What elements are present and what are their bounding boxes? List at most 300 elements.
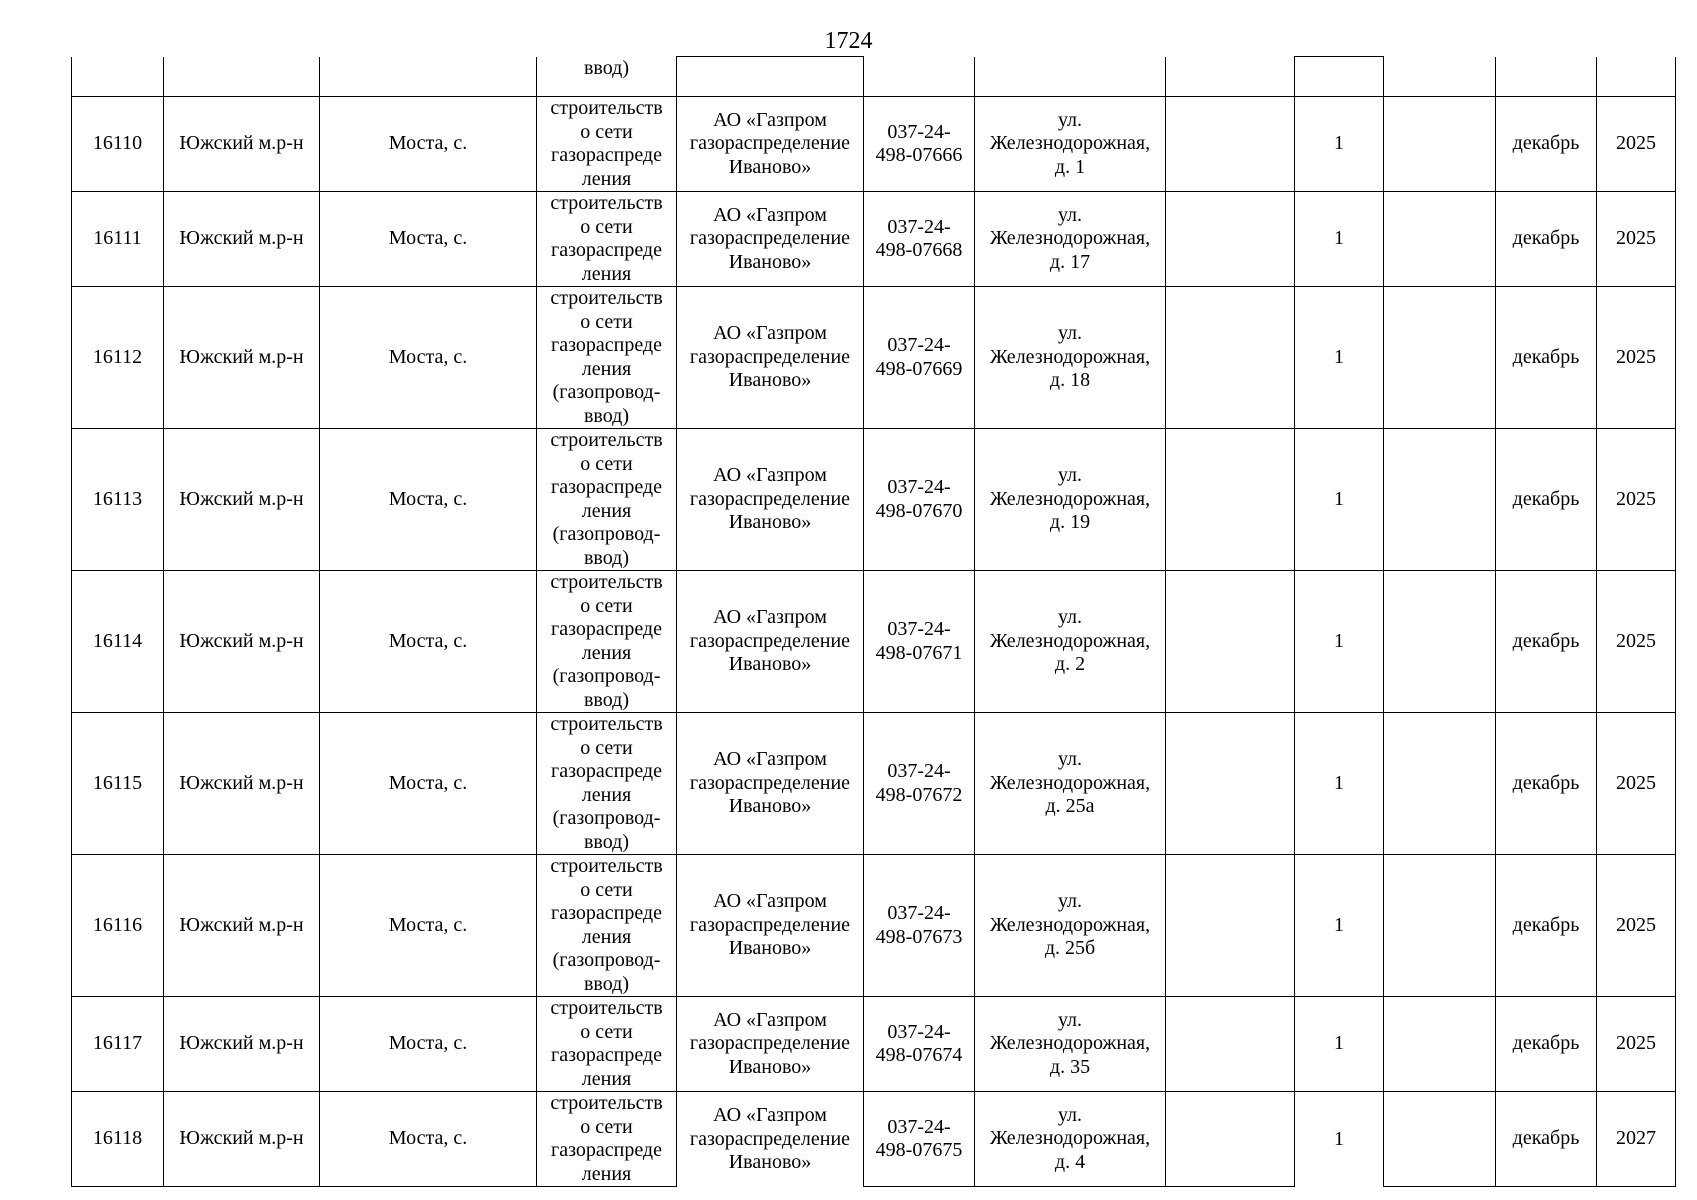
continuation-row bbox=[72, 57, 1676, 97]
organization-cell-line: АО «Газпром bbox=[713, 108, 827, 131]
address-cell-line: ул. bbox=[1057, 203, 1083, 226]
address-cell-line: Железнодорожная, bbox=[989, 1127, 1151, 1150]
empty-cell-2 bbox=[1384, 1092, 1496, 1187]
work-type-cell-line: (газопровод- bbox=[552, 381, 661, 403]
work-type-cell-line: строительств bbox=[550, 97, 663, 119]
work-type-cell bbox=[537, 57, 677, 97]
table-row bbox=[72, 713, 1676, 855]
organization-cell-line: АО «Газпром bbox=[713, 203, 827, 226]
empty-cell-2 bbox=[1384, 855, 1496, 997]
code-cell bbox=[864, 571, 975, 713]
year-cell bbox=[1597, 997, 1676, 1092]
empty-cell-2 bbox=[1384, 57, 1496, 97]
work-type-cell bbox=[537, 1092, 677, 1187]
work-type-cell-line: газораспреде bbox=[551, 239, 662, 261]
address-cell bbox=[975, 287, 1166, 429]
year-cell bbox=[1597, 429, 1676, 571]
year-cell-text: 2025 bbox=[1616, 771, 1656, 794]
work-type-cell-line: ления bbox=[581, 357, 632, 380]
district-cell-text: Южский м.р-н bbox=[179, 132, 304, 155]
address-cell bbox=[975, 429, 1166, 571]
code-cell-line: 498-07672 bbox=[875, 783, 963, 806]
address-cell-line: д. 1 bbox=[1054, 155, 1086, 178]
work-type-cell-line: ления bbox=[581, 262, 632, 285]
quantity-cell bbox=[1295, 192, 1384, 287]
work-type-cell-line: ления bbox=[581, 1067, 632, 1090]
address-cell-line: Железнодорожная, bbox=[989, 487, 1151, 510]
locality-cell-text: Моста, с. bbox=[388, 132, 468, 155]
id-cell bbox=[72, 429, 164, 571]
organization-cell bbox=[677, 192, 864, 287]
code-cell bbox=[864, 429, 975, 571]
id-cell-text: 16118 bbox=[92, 1127, 143, 1150]
organization-cell-line: АО «Газпром bbox=[713, 890, 827, 913]
district-cell bbox=[164, 997, 320, 1092]
address-cell-line: д. 2 bbox=[1054, 653, 1086, 676]
month-cell bbox=[1496, 57, 1597, 97]
page-number: 1724 bbox=[824, 28, 873, 54]
work-type-cell-line: газораспреде bbox=[551, 902, 662, 924]
quantity-cell bbox=[1295, 57, 1384, 97]
locality-cell-text: Моста, с. bbox=[388, 1032, 468, 1055]
work-type-cell-line: о сети bbox=[580, 594, 633, 617]
month-cell bbox=[1496, 713, 1597, 855]
locality-cell-text: Моста, с. bbox=[388, 227, 468, 250]
district-cell-text: Южский м.р-н bbox=[179, 771, 304, 794]
address-cell-line: Железнодорожная, bbox=[989, 913, 1151, 936]
work-type-cell bbox=[537, 855, 677, 997]
empty-cell bbox=[1166, 1092, 1295, 1187]
work-type-cell-line: строительств bbox=[550, 997, 663, 1019]
address-cell-line: Железнодорожная, bbox=[989, 629, 1151, 652]
quantity-cell-text: 1 bbox=[1334, 487, 1344, 510]
organization-cell-line: Иваново» bbox=[728, 795, 812, 818]
work-type-cell-line: строительств bbox=[550, 192, 663, 214]
work-type-cell-line: строительств bbox=[550, 1092, 663, 1114]
organization-cell-line: газораспределение bbox=[689, 1032, 851, 1055]
code-cell-line: 037-24- bbox=[887, 215, 951, 238]
quantity-cell bbox=[1295, 429, 1384, 571]
year-cell bbox=[1597, 855, 1676, 997]
address-cell bbox=[975, 855, 1166, 997]
district-cell-text: Южский м.р-н bbox=[179, 1032, 304, 1055]
district-cell bbox=[164, 97, 320, 192]
id-cell-text: 16115 bbox=[92, 771, 143, 794]
work-type-cell-line: газораспреде bbox=[551, 1139, 662, 1161]
district-cell-text: Южский м.р-н bbox=[179, 487, 304, 510]
year-cell-text: 2025 bbox=[1616, 132, 1656, 155]
organization-cell-line: газораспределение bbox=[689, 771, 851, 794]
year-cell bbox=[1597, 287, 1676, 429]
work-type-cell-line: (газопровод- bbox=[552, 949, 661, 971]
quantity-cell-text: 1 bbox=[1334, 1127, 1344, 1150]
code-cell bbox=[864, 192, 975, 287]
organization-cell-line: АО «Газпром bbox=[713, 606, 827, 629]
work-type-cell-line: ввод) bbox=[583, 688, 629, 711]
empty-cell-2 bbox=[1384, 571, 1496, 713]
empty-cell bbox=[1166, 57, 1295, 97]
address-cell bbox=[975, 57, 1166, 97]
year-cell bbox=[1597, 97, 1676, 192]
empty-cell-2 bbox=[1384, 997, 1496, 1092]
work-type-cell-line: о сети bbox=[580, 878, 633, 901]
quantity-cell-text: 1 bbox=[1334, 227, 1344, 250]
organization-cell bbox=[677, 855, 864, 997]
code-cell-line: 037-24- bbox=[887, 476, 951, 498]
table-row bbox=[72, 1092, 1676, 1187]
work-type-cell-line: газораспреде bbox=[551, 760, 662, 782]
year-cell bbox=[1597, 713, 1676, 855]
empty-cell bbox=[1166, 429, 1295, 571]
address-cell-line: Железнодорожная, bbox=[989, 227, 1151, 250]
locality-cell-text: Моста, с. bbox=[388, 913, 468, 936]
code-cell-line: 498-07668 bbox=[875, 239, 963, 261]
quantity-cell-text: 1 bbox=[1334, 629, 1344, 652]
work-type-cell bbox=[537, 997, 677, 1092]
month-cell bbox=[1496, 429, 1597, 571]
id-cell bbox=[72, 855, 164, 997]
organization-cell-line: газораспределение bbox=[689, 1127, 851, 1150]
locality-cell bbox=[320, 192, 537, 287]
table-row bbox=[72, 192, 1676, 287]
code-cell-line: 037-24- bbox=[887, 120, 951, 143]
work-type-cell bbox=[537, 287, 677, 429]
organization-cell-line: Иваново» bbox=[728, 937, 812, 960]
code-cell-line: 498-07673 bbox=[875, 925, 963, 948]
district-cell-text: Южский м.р-н bbox=[179, 1127, 304, 1150]
organization-cell-line: АО «Газпром bbox=[713, 1008, 827, 1031]
id-cell-text: 16116 bbox=[92, 913, 143, 936]
work-type-cell-line: (газопровод- bbox=[552, 807, 661, 829]
empty-cell-2 bbox=[1384, 429, 1496, 571]
code-cell bbox=[864, 713, 975, 855]
code-cell bbox=[864, 997, 975, 1092]
work-type-cell bbox=[537, 97, 677, 192]
organization-cell-line: газораспределение bbox=[689, 132, 851, 155]
quantity-cell bbox=[1295, 1092, 1384, 1187]
work-type-cell-line: о сети bbox=[580, 215, 633, 238]
work-type-cell-line: газораспреде bbox=[551, 334, 662, 356]
organization-cell-line: АО «Газпром bbox=[713, 1104, 827, 1126]
work-type-cell-line: ления bbox=[581, 499, 632, 522]
empty-cell bbox=[1166, 713, 1295, 855]
empty-cell-2 bbox=[1384, 287, 1496, 429]
locality-cell bbox=[320, 855, 537, 997]
locality-cell bbox=[320, 713, 537, 855]
empty-cell bbox=[1166, 97, 1295, 192]
locality-cell bbox=[320, 571, 537, 713]
organization-cell bbox=[677, 429, 864, 571]
year-cell-text: 2025 bbox=[1616, 913, 1656, 936]
address-cell bbox=[975, 1092, 1166, 1187]
month-cell-text: декабрь bbox=[1512, 913, 1580, 936]
table-row bbox=[72, 429, 1676, 571]
id-cell-text: 16110 bbox=[92, 132, 143, 155]
address-cell-line: ул. bbox=[1057, 108, 1083, 131]
locality-cell bbox=[320, 57, 537, 97]
organization-cell-line: газораспределение bbox=[689, 487, 851, 510]
quantity-cell bbox=[1295, 97, 1384, 192]
address-cell-line: д. 18 bbox=[1049, 369, 1091, 392]
organization-cell-line: газораспределение bbox=[689, 913, 851, 936]
empty-cell bbox=[1166, 287, 1295, 429]
quantity-cell-text: 1 bbox=[1334, 345, 1344, 368]
locality-cell-text: Моста, с. bbox=[388, 345, 468, 368]
work-type-cell-line: строительств bbox=[550, 287, 663, 309]
year-cell-text: 2025 bbox=[1616, 487, 1656, 510]
work-type-cell-line: ввод) bbox=[583, 830, 629, 853]
address-cell bbox=[975, 192, 1166, 287]
quantity-cell bbox=[1295, 997, 1384, 1092]
address-cell bbox=[975, 997, 1166, 1092]
month-cell-text: декабрь bbox=[1512, 1032, 1580, 1055]
work-type-cell-line: строительств bbox=[550, 571, 663, 593]
code-cell-line: 498-07669 bbox=[875, 357, 963, 380]
table-row bbox=[72, 855, 1676, 997]
work-type-cell bbox=[537, 713, 677, 855]
locality-cell-text: Моста, с. bbox=[388, 629, 468, 652]
organization-cell bbox=[677, 713, 864, 855]
organization-cell-line: Иваново» bbox=[728, 155, 812, 178]
year-cell-text: 2025 bbox=[1616, 227, 1656, 250]
locality-cell-text: Моста, с. bbox=[388, 487, 468, 510]
registry-table bbox=[71, 56, 1676, 1187]
code-cell bbox=[864, 287, 975, 429]
district-cell-text: Южский м.р-н bbox=[179, 227, 304, 250]
work-type-cell-line: о сети bbox=[580, 310, 633, 333]
district-cell-text: Южский м.р-н bbox=[179, 629, 304, 652]
code-cell bbox=[864, 1092, 975, 1187]
organization-cell-line: газораспределение bbox=[689, 227, 851, 250]
address-cell-line: д. 4 bbox=[1054, 1150, 1086, 1173]
table-row bbox=[72, 571, 1676, 713]
locality-cell bbox=[320, 287, 537, 429]
work-type-cell-line: о сети bbox=[580, 1115, 633, 1138]
id-cell bbox=[72, 287, 164, 429]
empty-cell-2 bbox=[1384, 713, 1496, 855]
organization-cell-line: Иваново» bbox=[728, 369, 812, 392]
year-cell-text: 2025 bbox=[1616, 1032, 1656, 1055]
organization-cell-line: Иваново» bbox=[728, 511, 812, 534]
month-cell-text: декабрь bbox=[1512, 629, 1580, 652]
id-cell-text: 16111 bbox=[93, 227, 142, 250]
work-type-cell-line: ввод) bbox=[583, 404, 629, 427]
district-cell bbox=[164, 1092, 320, 1187]
work-type-cell-line: строительств bbox=[550, 429, 663, 451]
month-cell bbox=[1496, 287, 1597, 429]
month-cell-text: декабрь bbox=[1512, 227, 1580, 250]
year-cell-text: 2025 bbox=[1616, 345, 1656, 368]
address-cell-line: д. 25а bbox=[1045, 795, 1095, 818]
year-cell-text: 2025 bbox=[1616, 629, 1656, 652]
empty-cell bbox=[1166, 571, 1295, 713]
address-cell-line: Железнодорожная, bbox=[989, 771, 1151, 794]
locality-cell bbox=[320, 97, 537, 192]
quantity-cell bbox=[1295, 571, 1384, 713]
month-cell-text: декабрь bbox=[1512, 1127, 1580, 1150]
id-cell-text: 16117 bbox=[92, 1032, 143, 1055]
address-cell-line: д. 25б bbox=[1044, 937, 1096, 960]
organization-cell bbox=[677, 997, 864, 1092]
work-type-cell-line: ввод) bbox=[583, 546, 629, 569]
work-type-cell-line: (газопровод- bbox=[552, 523, 661, 545]
address-cell-line: д. 17 bbox=[1049, 250, 1091, 273]
quantity-cell-text: 1 bbox=[1334, 913, 1344, 936]
work-type-tail: ввод) bbox=[583, 56, 629, 79]
empty-cell bbox=[1166, 192, 1295, 287]
year-cell bbox=[1597, 192, 1676, 287]
month-cell-text: декабрь bbox=[1512, 132, 1580, 155]
district-cell-text: Южский м.р-н bbox=[179, 345, 304, 368]
work-type-cell-line: о сети bbox=[580, 736, 633, 759]
district-cell-text: Южский м.р-н bbox=[179, 913, 304, 936]
locality-cell-text: Моста, с. bbox=[388, 771, 468, 794]
address-cell-line: ул. bbox=[1057, 748, 1083, 771]
locality-cell bbox=[320, 997, 537, 1092]
year-cell bbox=[1597, 57, 1676, 97]
organization-cell bbox=[677, 1092, 864, 1187]
work-type-cell-line: ления bbox=[581, 1162, 632, 1185]
code-cell-line: 498-07675 bbox=[875, 1139, 963, 1161]
code-cell bbox=[864, 855, 975, 997]
address-cell-line: Железнодорожная, bbox=[989, 345, 1151, 368]
organization-cell bbox=[677, 97, 864, 192]
address-cell-line: д. 19 bbox=[1049, 511, 1091, 534]
id-cell bbox=[72, 57, 164, 97]
organization-cell bbox=[677, 571, 864, 713]
work-type-cell bbox=[537, 192, 677, 287]
work-type-cell-line: газораспреде bbox=[551, 1044, 662, 1066]
work-type-cell-line: о сети bbox=[580, 452, 633, 475]
address-cell bbox=[975, 571, 1166, 713]
address-cell-line: ул. bbox=[1057, 1103, 1083, 1126]
code-cell-line: 037-24- bbox=[887, 334, 951, 356]
month-cell-text: декабрь bbox=[1512, 345, 1580, 368]
locality-cell bbox=[320, 1092, 537, 1187]
address-cell-line: ул. bbox=[1057, 322, 1083, 345]
organization-cell-line: АО «Газпром bbox=[713, 748, 827, 771]
work-type-cell-line: ления bbox=[581, 783, 632, 806]
table-row bbox=[72, 287, 1676, 429]
district-cell bbox=[164, 571, 320, 713]
work-type-cell-line: ввод) bbox=[583, 972, 629, 995]
locality-cell bbox=[320, 429, 537, 571]
table-body bbox=[72, 57, 1676, 1187]
code-cell bbox=[864, 97, 975, 192]
work-type-cell-line: строительств bbox=[550, 713, 663, 735]
organization-cell-line: газораспределение bbox=[689, 629, 851, 652]
code-cell-line: 498-07674 bbox=[875, 1044, 963, 1066]
organization-cell-line: АО «Газпром bbox=[713, 464, 827, 487]
quantity-cell-text: 1 bbox=[1334, 132, 1344, 155]
code-cell-line: 037-24- bbox=[887, 1115, 951, 1138]
work-type-cell-line: строительств bbox=[550, 855, 663, 877]
address-cell-line: ул. bbox=[1057, 606, 1083, 629]
id-cell bbox=[72, 97, 164, 192]
id-cell-text: 16114 bbox=[92, 629, 143, 652]
code-cell-line: 037-24- bbox=[887, 760, 951, 782]
address-cell bbox=[975, 713, 1166, 855]
month-cell bbox=[1496, 1092, 1597, 1187]
work-type-cell-line: газораспреде bbox=[551, 618, 662, 640]
address-cell-line: ул. bbox=[1057, 890, 1083, 913]
organization-cell bbox=[677, 287, 864, 429]
address-cell-line: ул. bbox=[1057, 464, 1083, 487]
address-cell-line: ул. bbox=[1057, 1008, 1083, 1031]
address-cell-line: Железнодорожная, bbox=[989, 132, 1151, 155]
id-cell bbox=[72, 571, 164, 713]
empty-cell-2 bbox=[1384, 97, 1496, 192]
work-type-cell-line: о сети bbox=[580, 120, 633, 143]
work-type-cell-line: газораспреде bbox=[551, 476, 662, 498]
quantity-cell-text: 1 bbox=[1334, 771, 1344, 794]
year-cell bbox=[1597, 1092, 1676, 1187]
work-type-cell bbox=[537, 429, 677, 571]
code-cell-line: 037-24- bbox=[887, 618, 951, 640]
year-cell-text: 2027 bbox=[1616, 1127, 1656, 1150]
id-cell bbox=[72, 997, 164, 1092]
month-cell bbox=[1496, 997, 1597, 1092]
address-cell bbox=[975, 97, 1166, 192]
empty-cell bbox=[1166, 855, 1295, 997]
work-type-cell bbox=[537, 571, 677, 713]
district-cell bbox=[164, 287, 320, 429]
month-cell bbox=[1496, 571, 1597, 713]
work-type-cell-line: ления bbox=[581, 925, 632, 948]
district-cell bbox=[164, 429, 320, 571]
id-cell bbox=[72, 192, 164, 287]
month-cell bbox=[1496, 855, 1597, 997]
organization-cell-line: Иваново» bbox=[728, 250, 812, 273]
work-type-cell-line: (газопровод- bbox=[552, 665, 661, 687]
organization-cell-line: Иваново» bbox=[728, 1151, 812, 1173]
id-cell bbox=[72, 1092, 164, 1187]
organization-cell-line: АО «Газпром bbox=[713, 322, 827, 345]
address-cell-line: Железнодорожная, bbox=[989, 1032, 1151, 1055]
registry-table-container bbox=[71, 56, 1675, 1187]
quantity-cell bbox=[1295, 855, 1384, 997]
work-type-cell-line: ления bbox=[581, 641, 632, 664]
table-row bbox=[72, 997, 1676, 1092]
code-cell-line: 498-07670 bbox=[875, 499, 963, 522]
organization-cell bbox=[677, 57, 864, 97]
table-row bbox=[72, 97, 1676, 192]
month-cell-text: декабрь bbox=[1512, 771, 1580, 794]
id-cell-text: 16112 bbox=[92, 345, 143, 368]
organization-cell-line: Иваново» bbox=[728, 653, 812, 676]
quantity-cell-text: 1 bbox=[1334, 1032, 1344, 1055]
id-cell-text: 16113 bbox=[92, 487, 143, 510]
address-cell-line: д. 35 bbox=[1049, 1055, 1091, 1078]
code-cell-line: 498-07666 bbox=[875, 144, 963, 166]
district-cell bbox=[164, 192, 320, 287]
year-cell bbox=[1597, 571, 1676, 713]
organization-cell-line: Иваново» bbox=[728, 1055, 812, 1078]
quantity-cell bbox=[1295, 287, 1384, 429]
id-cell bbox=[72, 713, 164, 855]
month-cell bbox=[1496, 97, 1597, 192]
month-cell bbox=[1496, 192, 1597, 287]
code-cell-line: 498-07671 bbox=[875, 641, 963, 664]
code-cell-line: 037-24- bbox=[887, 902, 951, 924]
empty-cell-2 bbox=[1384, 192, 1496, 287]
work-type-cell-line: газораспреде bbox=[551, 144, 662, 166]
work-type-cell-line: ления bbox=[581, 167, 632, 190]
quantity-cell bbox=[1295, 713, 1384, 855]
district-cell bbox=[164, 855, 320, 997]
code-cell-line: 037-24- bbox=[887, 1020, 951, 1043]
district-cell bbox=[164, 57, 320, 97]
